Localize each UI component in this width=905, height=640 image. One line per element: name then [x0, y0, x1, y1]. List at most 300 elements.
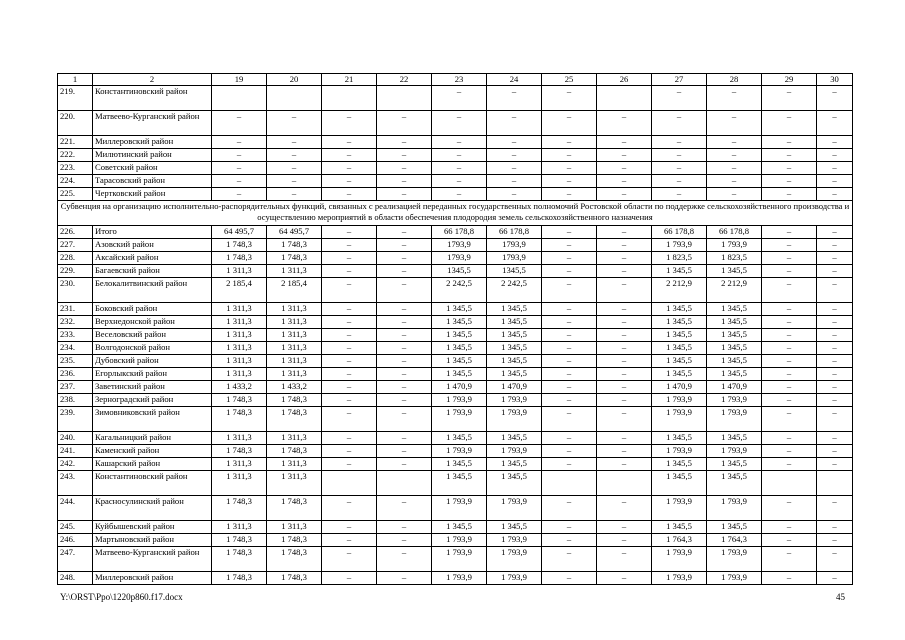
value-cell: –: [377, 432, 432, 445]
row-number-cell: 232.: [58, 316, 93, 329]
value-cell: –: [212, 162, 267, 175]
value-cell: –: [322, 572, 377, 585]
value-cell: 1 823,5: [707, 252, 762, 265]
value-cell: –: [377, 381, 432, 394]
value-cell: –: [597, 496, 652, 521]
value-cell: –: [267, 136, 322, 149]
value-cell: –: [762, 534, 817, 547]
table-body: [58, 74, 853, 585]
value-cell: –: [377, 355, 432, 368]
value-cell: –: [322, 226, 377, 239]
value-cell: –: [762, 342, 817, 355]
value-cell: 1 311,3: [267, 303, 322, 316]
value-cell: –: [597, 303, 652, 316]
value-cell: –: [597, 407, 652, 432]
value-cell: 1 345,5: [652, 316, 707, 329]
value-cell: –: [597, 265, 652, 278]
value-cell: –: [322, 136, 377, 149]
value-cell: –: [542, 86, 597, 111]
value-cell: –: [817, 136, 853, 149]
value-cell: –: [377, 278, 432, 303]
value-cell: –: [322, 239, 377, 252]
row-number-cell: 222.: [58, 149, 93, 162]
value-cell: 1 823,5: [652, 252, 707, 265]
value-cell: –: [322, 394, 377, 407]
table-row: [58, 547, 853, 572]
table-row: [58, 521, 853, 534]
section-row: [58, 201, 853, 226]
value-cell: 66 178,8: [707, 226, 762, 239]
header-cell: 27: [652, 74, 707, 86]
value-cell: –: [377, 407, 432, 432]
value-cell: –: [762, 86, 817, 111]
value-cell: –: [322, 355, 377, 368]
value-cell: –: [377, 111, 432, 136]
value-cell: 1 345,5: [487, 471, 542, 496]
district-name-cell: Матвеево-Курганский район: [93, 111, 212, 136]
value-cell: –: [487, 175, 542, 188]
value-cell: –: [322, 188, 377, 201]
district-name-cell: Итого: [93, 226, 212, 239]
value-cell: –: [267, 175, 322, 188]
value-cell: 1345,5: [432, 265, 487, 278]
value-cell: 1 748,3: [267, 572, 322, 585]
value-cell: –: [762, 355, 817, 368]
header-cell: 24: [487, 74, 542, 86]
value-cell: –: [212, 175, 267, 188]
district-name-cell: Кагальницкий район: [93, 432, 212, 445]
value-cell: 1 748,3: [267, 252, 322, 265]
table-row: [58, 136, 853, 149]
value-cell: –: [322, 445, 377, 458]
value-cell: 1 345,5: [432, 521, 487, 534]
value-cell: –: [762, 226, 817, 239]
value-cell: 1 793,9: [707, 496, 762, 521]
value-cell: 1 311,3: [212, 355, 267, 368]
value-cell: –: [542, 162, 597, 175]
value-cell: –: [377, 136, 432, 149]
value-cell: –: [542, 394, 597, 407]
value-cell: –: [707, 111, 762, 136]
value-cell: –: [322, 111, 377, 136]
value-cell: –: [597, 432, 652, 445]
header-cell: 1: [58, 74, 93, 86]
value-cell: –: [817, 407, 853, 432]
value-cell: –: [432, 162, 487, 175]
value-cell: –: [377, 394, 432, 407]
value-cell: 1 470,9: [707, 381, 762, 394]
value-cell: –: [322, 432, 377, 445]
district-name-cell: Кашарский район: [93, 458, 212, 471]
row-number-cell: 241.: [58, 445, 93, 458]
value-cell: [597, 471, 652, 496]
value-cell: [377, 86, 432, 111]
value-cell: –: [597, 239, 652, 252]
value-cell: –: [597, 162, 652, 175]
value-cell: 1 345,5: [652, 265, 707, 278]
value-cell: –: [322, 547, 377, 572]
value-cell: 1 793,9: [432, 572, 487, 585]
district-name-cell: Миллеровский район: [93, 136, 212, 149]
table-row: [58, 381, 853, 394]
value-cell: 1 345,5: [432, 368, 487, 381]
value-cell: –: [597, 381, 652, 394]
section-title: Субвенция на организацию исполнительно-распорядительных функций, связанных с реализацией переданных государственных полномочий Ростовской области по поддержке сельскохозяйственного производства и осуществлению мероприятий в области обеспечения плодородия земель сельскохозяйственного назначения: [58, 201, 853, 226]
value-cell: [762, 471, 817, 496]
value-cell: –: [597, 278, 652, 303]
value-cell: 1 345,5: [652, 355, 707, 368]
value-cell: –: [762, 149, 817, 162]
value-cell: 1 345,5: [652, 329, 707, 342]
value-cell: 1 793,9: [707, 407, 762, 432]
header-cell: 25: [542, 74, 597, 86]
value-cell: –: [817, 175, 853, 188]
value-cell: –: [817, 572, 853, 585]
value-cell: –: [432, 111, 487, 136]
value-cell: –: [597, 368, 652, 381]
value-cell: 1 793,9: [487, 445, 542, 458]
value-cell: 1 793,9: [652, 496, 707, 521]
value-cell: –: [762, 394, 817, 407]
value-cell: 1 345,5: [652, 458, 707, 471]
value-cell: 1 793,9: [487, 572, 542, 585]
table-row: [58, 432, 853, 445]
value-cell: –: [652, 175, 707, 188]
row-number-cell: 243.: [58, 471, 93, 496]
value-cell: –: [762, 432, 817, 445]
district-name-cell: Дубовский район: [93, 355, 212, 368]
header-cell: 28: [707, 74, 762, 86]
row-number-cell: 219.: [58, 86, 93, 111]
value-cell: 1 793,9: [432, 534, 487, 547]
value-cell: 1 793,9: [652, 547, 707, 572]
value-cell: –: [487, 111, 542, 136]
value-cell: –: [322, 381, 377, 394]
value-cell: –: [322, 496, 377, 521]
value-cell: –: [597, 329, 652, 342]
value-cell: –: [542, 445, 597, 458]
value-cell: 1 345,5: [432, 458, 487, 471]
value-cell: –: [817, 226, 853, 239]
value-cell: –: [817, 342, 853, 355]
value-cell: 1 345,5: [487, 368, 542, 381]
table-row: [58, 329, 853, 342]
value-cell: 1 748,3: [267, 394, 322, 407]
value-cell: –: [817, 521, 853, 534]
value-cell: 1 793,9: [652, 239, 707, 252]
value-cell: [212, 86, 267, 111]
value-cell: –: [817, 239, 853, 252]
value-cell: 1 345,5: [707, 471, 762, 496]
value-cell: 1 311,3: [212, 329, 267, 342]
value-cell: –: [597, 252, 652, 265]
value-cell: 1 311,3: [212, 265, 267, 278]
value-cell: 1 345,5: [432, 432, 487, 445]
value-cell: 1793,9: [487, 252, 542, 265]
value-cell: –: [762, 252, 817, 265]
value-cell: 1 345,5: [487, 355, 542, 368]
value-cell: 1 793,9: [487, 394, 542, 407]
value-cell: –: [542, 534, 597, 547]
value-cell: 1 311,3: [267, 458, 322, 471]
row-number-cell: 223.: [58, 162, 93, 175]
value-cell: –: [432, 175, 487, 188]
value-cell: –: [817, 188, 853, 201]
value-cell: 1 311,3: [212, 471, 267, 496]
value-cell: –: [762, 547, 817, 572]
value-cell: –: [762, 303, 817, 316]
value-cell: 1 764,3: [652, 534, 707, 547]
row-number-cell: 235.: [58, 355, 93, 368]
value-cell: –: [377, 496, 432, 521]
value-cell: 1 793,9: [652, 572, 707, 585]
row-number-cell: 228.: [58, 252, 93, 265]
value-cell: 1 345,5: [707, 265, 762, 278]
value-cell: 1 345,5: [707, 303, 762, 316]
value-cell: 1 345,5: [707, 329, 762, 342]
value-cell: –: [542, 407, 597, 432]
value-cell: 1 345,5: [432, 355, 487, 368]
row-number-cell: 224.: [58, 175, 93, 188]
value-cell: 1 748,3: [212, 534, 267, 547]
value-cell: –: [212, 149, 267, 162]
value-cell: 1 345,5: [432, 316, 487, 329]
value-cell: –: [542, 149, 597, 162]
value-cell: –: [212, 188, 267, 201]
value-cell: –: [542, 111, 597, 136]
row-number-cell: 230.: [58, 278, 93, 303]
value-cell: –: [322, 278, 377, 303]
value-cell: 1 748,3: [212, 496, 267, 521]
table-row: [58, 86, 853, 111]
value-cell: 1 345,5: [487, 316, 542, 329]
value-cell: [377, 471, 432, 496]
value-cell: –: [542, 496, 597, 521]
value-cell: –: [377, 188, 432, 201]
value-cell: –: [762, 278, 817, 303]
budget-table: [57, 73, 853, 585]
value-cell: –: [597, 111, 652, 136]
value-cell: –: [597, 521, 652, 534]
value-cell: 1 433,2: [267, 381, 322, 394]
value-cell: –: [322, 407, 377, 432]
value-cell: 1 748,3: [212, 445, 267, 458]
value-cell: –: [817, 329, 853, 342]
header-cell: 26: [597, 74, 652, 86]
value-cell: –: [377, 547, 432, 572]
value-cell: 1 311,3: [212, 368, 267, 381]
value-cell: –: [322, 162, 377, 175]
value-cell: –: [762, 239, 817, 252]
value-cell: –: [487, 162, 542, 175]
value-cell: –: [817, 355, 853, 368]
value-cell: –: [597, 316, 652, 329]
value-cell: 1 311,3: [212, 303, 267, 316]
value-cell: 1 345,5: [487, 521, 542, 534]
value-cell: [542, 471, 597, 496]
value-cell: –: [762, 136, 817, 149]
value-cell: 1 793,9: [487, 407, 542, 432]
value-cell: 1793,9: [432, 239, 487, 252]
value-cell: [322, 86, 377, 111]
value-cell: 1 345,5: [432, 329, 487, 342]
value-cell: 1 345,5: [652, 471, 707, 496]
header-cell: 22: [377, 74, 432, 86]
value-cell: –: [542, 342, 597, 355]
value-cell: –: [377, 572, 432, 585]
value-cell: –: [542, 381, 597, 394]
value-cell: –: [597, 547, 652, 572]
value-cell: 1 748,3: [212, 572, 267, 585]
row-number-cell: 234.: [58, 342, 93, 355]
value-cell: 66 178,8: [652, 226, 707, 239]
value-cell: 1 793,9: [487, 534, 542, 547]
district-name-cell: Верхнедонской район: [93, 316, 212, 329]
value-cell: –: [267, 149, 322, 162]
value-cell: 1793,9: [432, 252, 487, 265]
row-number-cell: 227.: [58, 239, 93, 252]
row-number-cell: 245.: [58, 521, 93, 534]
value-cell: –: [707, 136, 762, 149]
value-cell: 2 185,4: [267, 278, 322, 303]
value-cell: –: [322, 458, 377, 471]
row-number-cell: 236.: [58, 368, 93, 381]
value-cell: –: [652, 86, 707, 111]
table-row: [58, 316, 853, 329]
value-cell: –: [652, 136, 707, 149]
value-cell: –: [707, 149, 762, 162]
value-cell: 1 793,9: [652, 394, 707, 407]
value-cell: –: [542, 265, 597, 278]
value-cell: –: [322, 342, 377, 355]
value-cell: –: [377, 329, 432, 342]
district-name-cell: Константиновский район: [93, 471, 212, 496]
value-cell: –: [377, 239, 432, 252]
value-cell: –: [212, 136, 267, 149]
district-name-cell: Красносулинский район: [93, 496, 212, 521]
value-cell: [817, 471, 853, 496]
value-cell: 1 345,5: [707, 342, 762, 355]
value-cell: 1 748,3: [267, 547, 322, 572]
value-cell: –: [762, 111, 817, 136]
value-cell: 1 793,9: [432, 394, 487, 407]
value-cell: 1 748,3: [212, 547, 267, 572]
value-cell: 2 185,4: [212, 278, 267, 303]
value-cell: 1 345,5: [652, 521, 707, 534]
district-name-cell: Советский район: [93, 162, 212, 175]
value-cell: –: [817, 252, 853, 265]
value-cell: 1 345,5: [432, 303, 487, 316]
value-cell: 1 345,5: [652, 368, 707, 381]
value-cell: 1793,9: [487, 239, 542, 252]
district-name-cell: Зерноградский район: [93, 394, 212, 407]
table-row: [58, 239, 853, 252]
value-cell: –: [817, 303, 853, 316]
value-cell: 1 345,5: [707, 458, 762, 471]
table-row: [58, 226, 853, 239]
value-cell: 1 748,3: [212, 252, 267, 265]
value-cell: –: [597, 342, 652, 355]
value-cell: 66 178,8: [432, 226, 487, 239]
row-number-cell: 220.: [58, 111, 93, 136]
value-cell: –: [762, 162, 817, 175]
value-cell: –: [322, 175, 377, 188]
value-cell: –: [817, 458, 853, 471]
header-cell: 20: [267, 74, 322, 86]
value-cell: 1 345,5: [487, 303, 542, 316]
value-cell: 1 793,9: [707, 239, 762, 252]
value-cell: –: [542, 547, 597, 572]
value-cell: 1 345,5: [432, 471, 487, 496]
value-cell: –: [762, 368, 817, 381]
table-row: [58, 368, 853, 381]
table-row: [58, 252, 853, 265]
row-number-cell: 231.: [58, 303, 93, 316]
value-cell: 1 793,9: [432, 445, 487, 458]
value-cell: –: [597, 355, 652, 368]
district-name-cell: Багаевский район: [93, 265, 212, 278]
value-cell: –: [377, 175, 432, 188]
table-row: [58, 342, 853, 355]
value-cell: 1 345,5: [652, 342, 707, 355]
value-cell: 2 212,9: [707, 278, 762, 303]
value-cell: –: [542, 303, 597, 316]
value-cell: –: [597, 534, 652, 547]
table-row: [58, 496, 853, 521]
value-cell: –: [597, 445, 652, 458]
value-cell: 1 345,5: [432, 342, 487, 355]
value-cell: 1 345,5: [487, 342, 542, 355]
value-cell: –: [377, 534, 432, 547]
value-cell: 1 470,9: [432, 381, 487, 394]
value-cell: –: [432, 86, 487, 111]
header-cell: 2: [93, 74, 212, 86]
row-number-cell: 226.: [58, 226, 93, 239]
table-row: [58, 407, 853, 432]
value-cell: 1 311,3: [212, 432, 267, 445]
value-cell: –: [487, 188, 542, 201]
header-cell: 30: [817, 74, 853, 86]
value-cell: 1 311,3: [267, 368, 322, 381]
value-cell: –: [817, 496, 853, 521]
value-cell: –: [542, 572, 597, 585]
value-cell: 1 311,3: [212, 316, 267, 329]
district-name-cell: Миллеровский район: [93, 572, 212, 585]
district-name-cell: Заветинский район: [93, 381, 212, 394]
value-cell: –: [762, 445, 817, 458]
value-cell: –: [487, 149, 542, 162]
district-name-cell: Куйбышевский район: [93, 521, 212, 534]
district-name-cell: Чертковский район: [93, 188, 212, 201]
value-cell: 1 345,5: [707, 521, 762, 534]
value-cell: 1 748,3: [267, 496, 322, 521]
value-cell: –: [542, 252, 597, 265]
district-name-cell: Боковский район: [93, 303, 212, 316]
value-cell: –: [817, 316, 853, 329]
district-name-cell: Егорлыкский район: [93, 368, 212, 381]
value-cell: –: [817, 547, 853, 572]
row-number-cell: 247.: [58, 547, 93, 572]
value-cell: 66 178,8: [487, 226, 542, 239]
value-cell: –: [212, 111, 267, 136]
value-cell: 1 311,3: [212, 521, 267, 534]
district-name-cell: Константиновский район: [93, 86, 212, 111]
value-cell: –: [487, 86, 542, 111]
header-cell: 29: [762, 74, 817, 86]
row-number-cell: 239.: [58, 407, 93, 432]
value-cell: –: [322, 265, 377, 278]
value-cell: –: [322, 521, 377, 534]
